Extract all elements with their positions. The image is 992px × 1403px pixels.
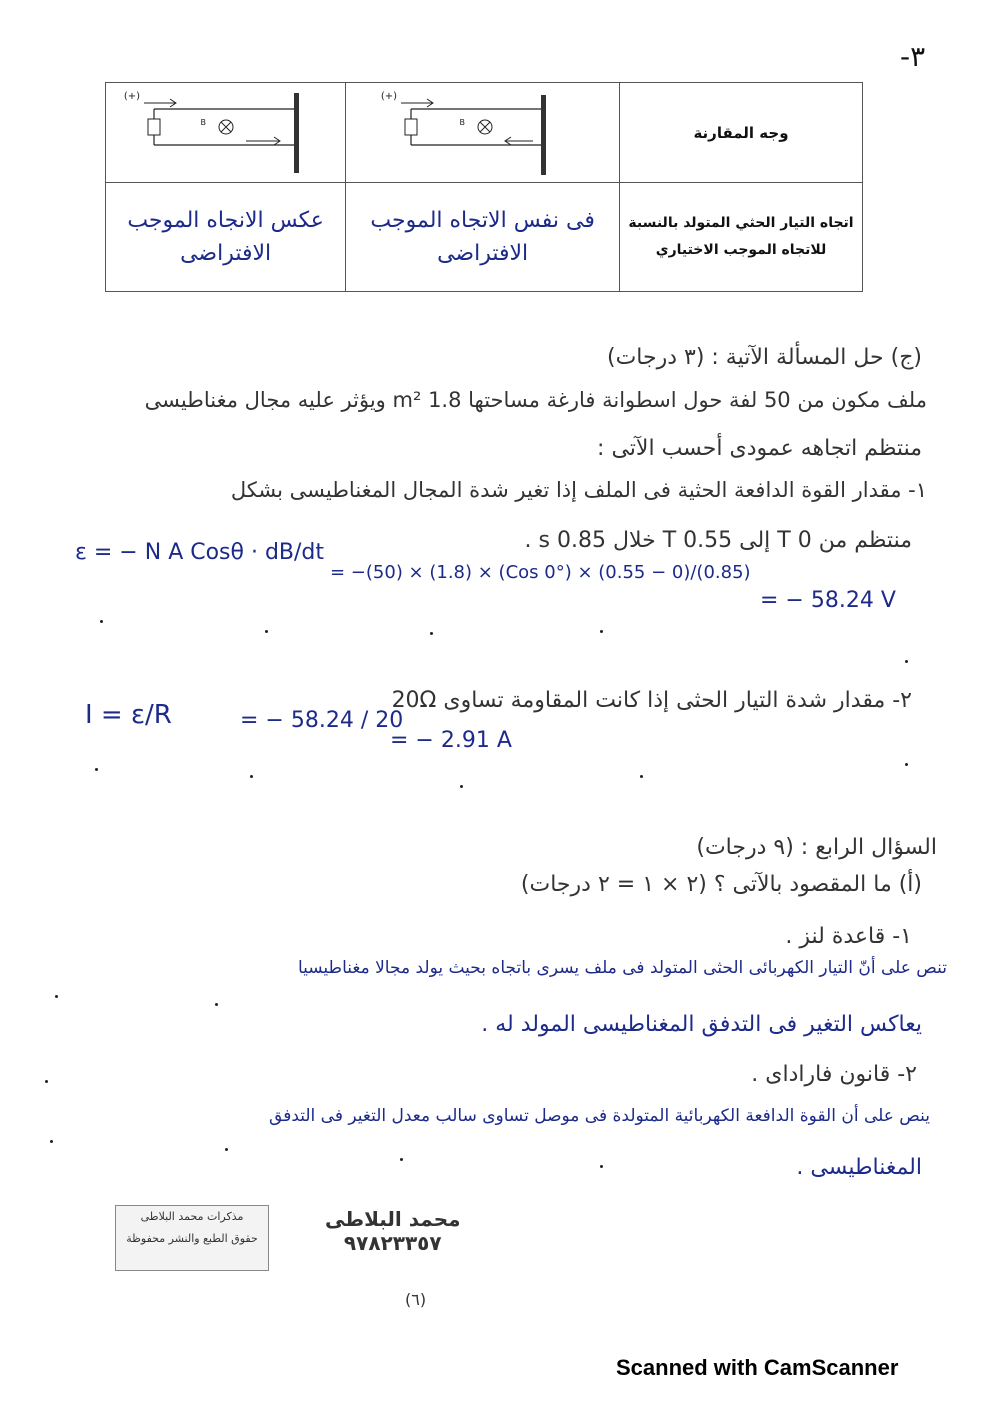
part-c-line1: ملف مكون من 50 لفة حول اسطوانة فارغة مساحتها 1.8 m² ويؤثر عليه مجال مغناطيسى bbox=[144, 388, 927, 412]
def1-title: ١- قاعدة لنز . bbox=[785, 924, 912, 949]
comparison-table bbox=[105, 82, 863, 292]
def2-text-a: ينص على أن القوة الدافعة الكهربائية المتولدة فى موصل تساوى سالب معدل التغير فى التدفق bbox=[269, 1106, 930, 1126]
dot-mark bbox=[50, 1140, 53, 1143]
dot-mark bbox=[215, 1003, 218, 1006]
scanner-watermark: Scanned with CamScanner bbox=[616, 1355, 899, 1380]
dot-mark bbox=[225, 1148, 228, 1151]
dot-mark bbox=[460, 785, 463, 788]
def2-text-b: المغناطيسى . bbox=[796, 1155, 922, 1180]
equation1-lhs: ε = − N A Cosθ · dB/dt bbox=[75, 540, 325, 565]
dot-mark bbox=[265, 630, 268, 633]
equation2-lhs: I = ε/R bbox=[85, 700, 172, 730]
motion-arrow-right-icon bbox=[246, 137, 280, 145]
dot-mark bbox=[250, 775, 253, 778]
positive-direction-label: (+) bbox=[380, 90, 397, 102]
dot-mark bbox=[45, 1080, 48, 1083]
dot-mark bbox=[600, 630, 603, 633]
part-c-heading: (ج) حل المسألة الآتية : (٣ درجات) bbox=[606, 345, 922, 370]
dot-mark bbox=[95, 768, 98, 771]
dot-mark bbox=[600, 1165, 603, 1168]
part-c-item2: ٢- مقدار شدة التيار الحثى إذا كانت المقاومة تساوى 20Ω bbox=[391, 688, 912, 713]
dot-mark bbox=[400, 1158, 403, 1161]
answer-opposite-direction: عكس الانجاه الموجب الافتراضى bbox=[106, 183, 346, 292]
part-c-item1-a: ١- مقدار القوة الدافعة الحثية فى الملف إذا تغير شدة المجال المغناطيسى بشكل bbox=[230, 478, 927, 502]
q4-heading: السؤال الرابع : (٩ درجات) bbox=[696, 835, 937, 860]
author-signature: محمد البلاطى ٩٧٨٢٣٣٥٧ bbox=[325, 1207, 461, 1255]
answer-same-direction: فى نفس الاتجاه الموجب الافتراضى bbox=[346, 183, 620, 292]
table-row-label: اتجاه التيار الحثي المتولد بالنسبة للاتجاه الموجب الاختياري bbox=[620, 183, 863, 292]
equation2-result: = − 2.91 A bbox=[390, 728, 512, 753]
diagram-cell-right-motion bbox=[106, 83, 346, 183]
q4-sub-a: (أ) ما المقصود بالآتى ؟ (٢ × ١ = ٢ درجات) bbox=[520, 872, 922, 897]
diagram-cell-left-motion bbox=[346, 83, 620, 183]
equation2-substitution: = − 58.24 / 20 bbox=[240, 708, 404, 733]
question-number: ٣- bbox=[900, 40, 926, 73]
equation1-substitution: = −(50) × (1.8) × (Cos 0°) × (0.55 − 0)/(0.85) bbox=[330, 562, 751, 583]
page-number: (٦) bbox=[405, 1290, 427, 1309]
def1-text-a: تنص على أنّ التيار الكهربائى الحثى المتولد فى ملف يسرى باتجاه بحيث يولد مجالا مغناطيسيا bbox=[297, 958, 947, 978]
dot-mark bbox=[55, 995, 58, 998]
dot-mark bbox=[100, 620, 103, 623]
equation1-result: = − 58.24 V bbox=[760, 588, 896, 613]
dot-mark bbox=[905, 763, 908, 766]
def1-text-b: يعاكس التغير فى التدفق المغناطيسى المولد له . bbox=[481, 1012, 922, 1037]
dot-mark bbox=[430, 632, 433, 635]
table-header-label: وجه المقارنة bbox=[620, 83, 863, 183]
dot-mark bbox=[640, 775, 643, 778]
circuit-diagram bbox=[380, 85, 573, 177]
circuit-diagram bbox=[123, 85, 316, 177]
field-label: B bbox=[200, 117, 206, 127]
dot-mark bbox=[905, 660, 908, 663]
def2-title: ٢- قانون فاراداى . bbox=[751, 1062, 917, 1087]
part-c-line2: منتظم اتجاهه عمودى أحسب الآتى : bbox=[597, 436, 922, 461]
part-c-item1-b: منتظم من 0 T إلى 0.55 T خلال 0.85 s . bbox=[524, 528, 912, 553]
positive-direction-label: (+) bbox=[123, 90, 140, 102]
motion-arrow-left-icon bbox=[505, 137, 533, 145]
copyright-stamp: مذكرات محمد البلاطى حقوق الطبع والنشر محفوظة bbox=[115, 1205, 269, 1271]
field-label: B bbox=[459, 117, 465, 127]
